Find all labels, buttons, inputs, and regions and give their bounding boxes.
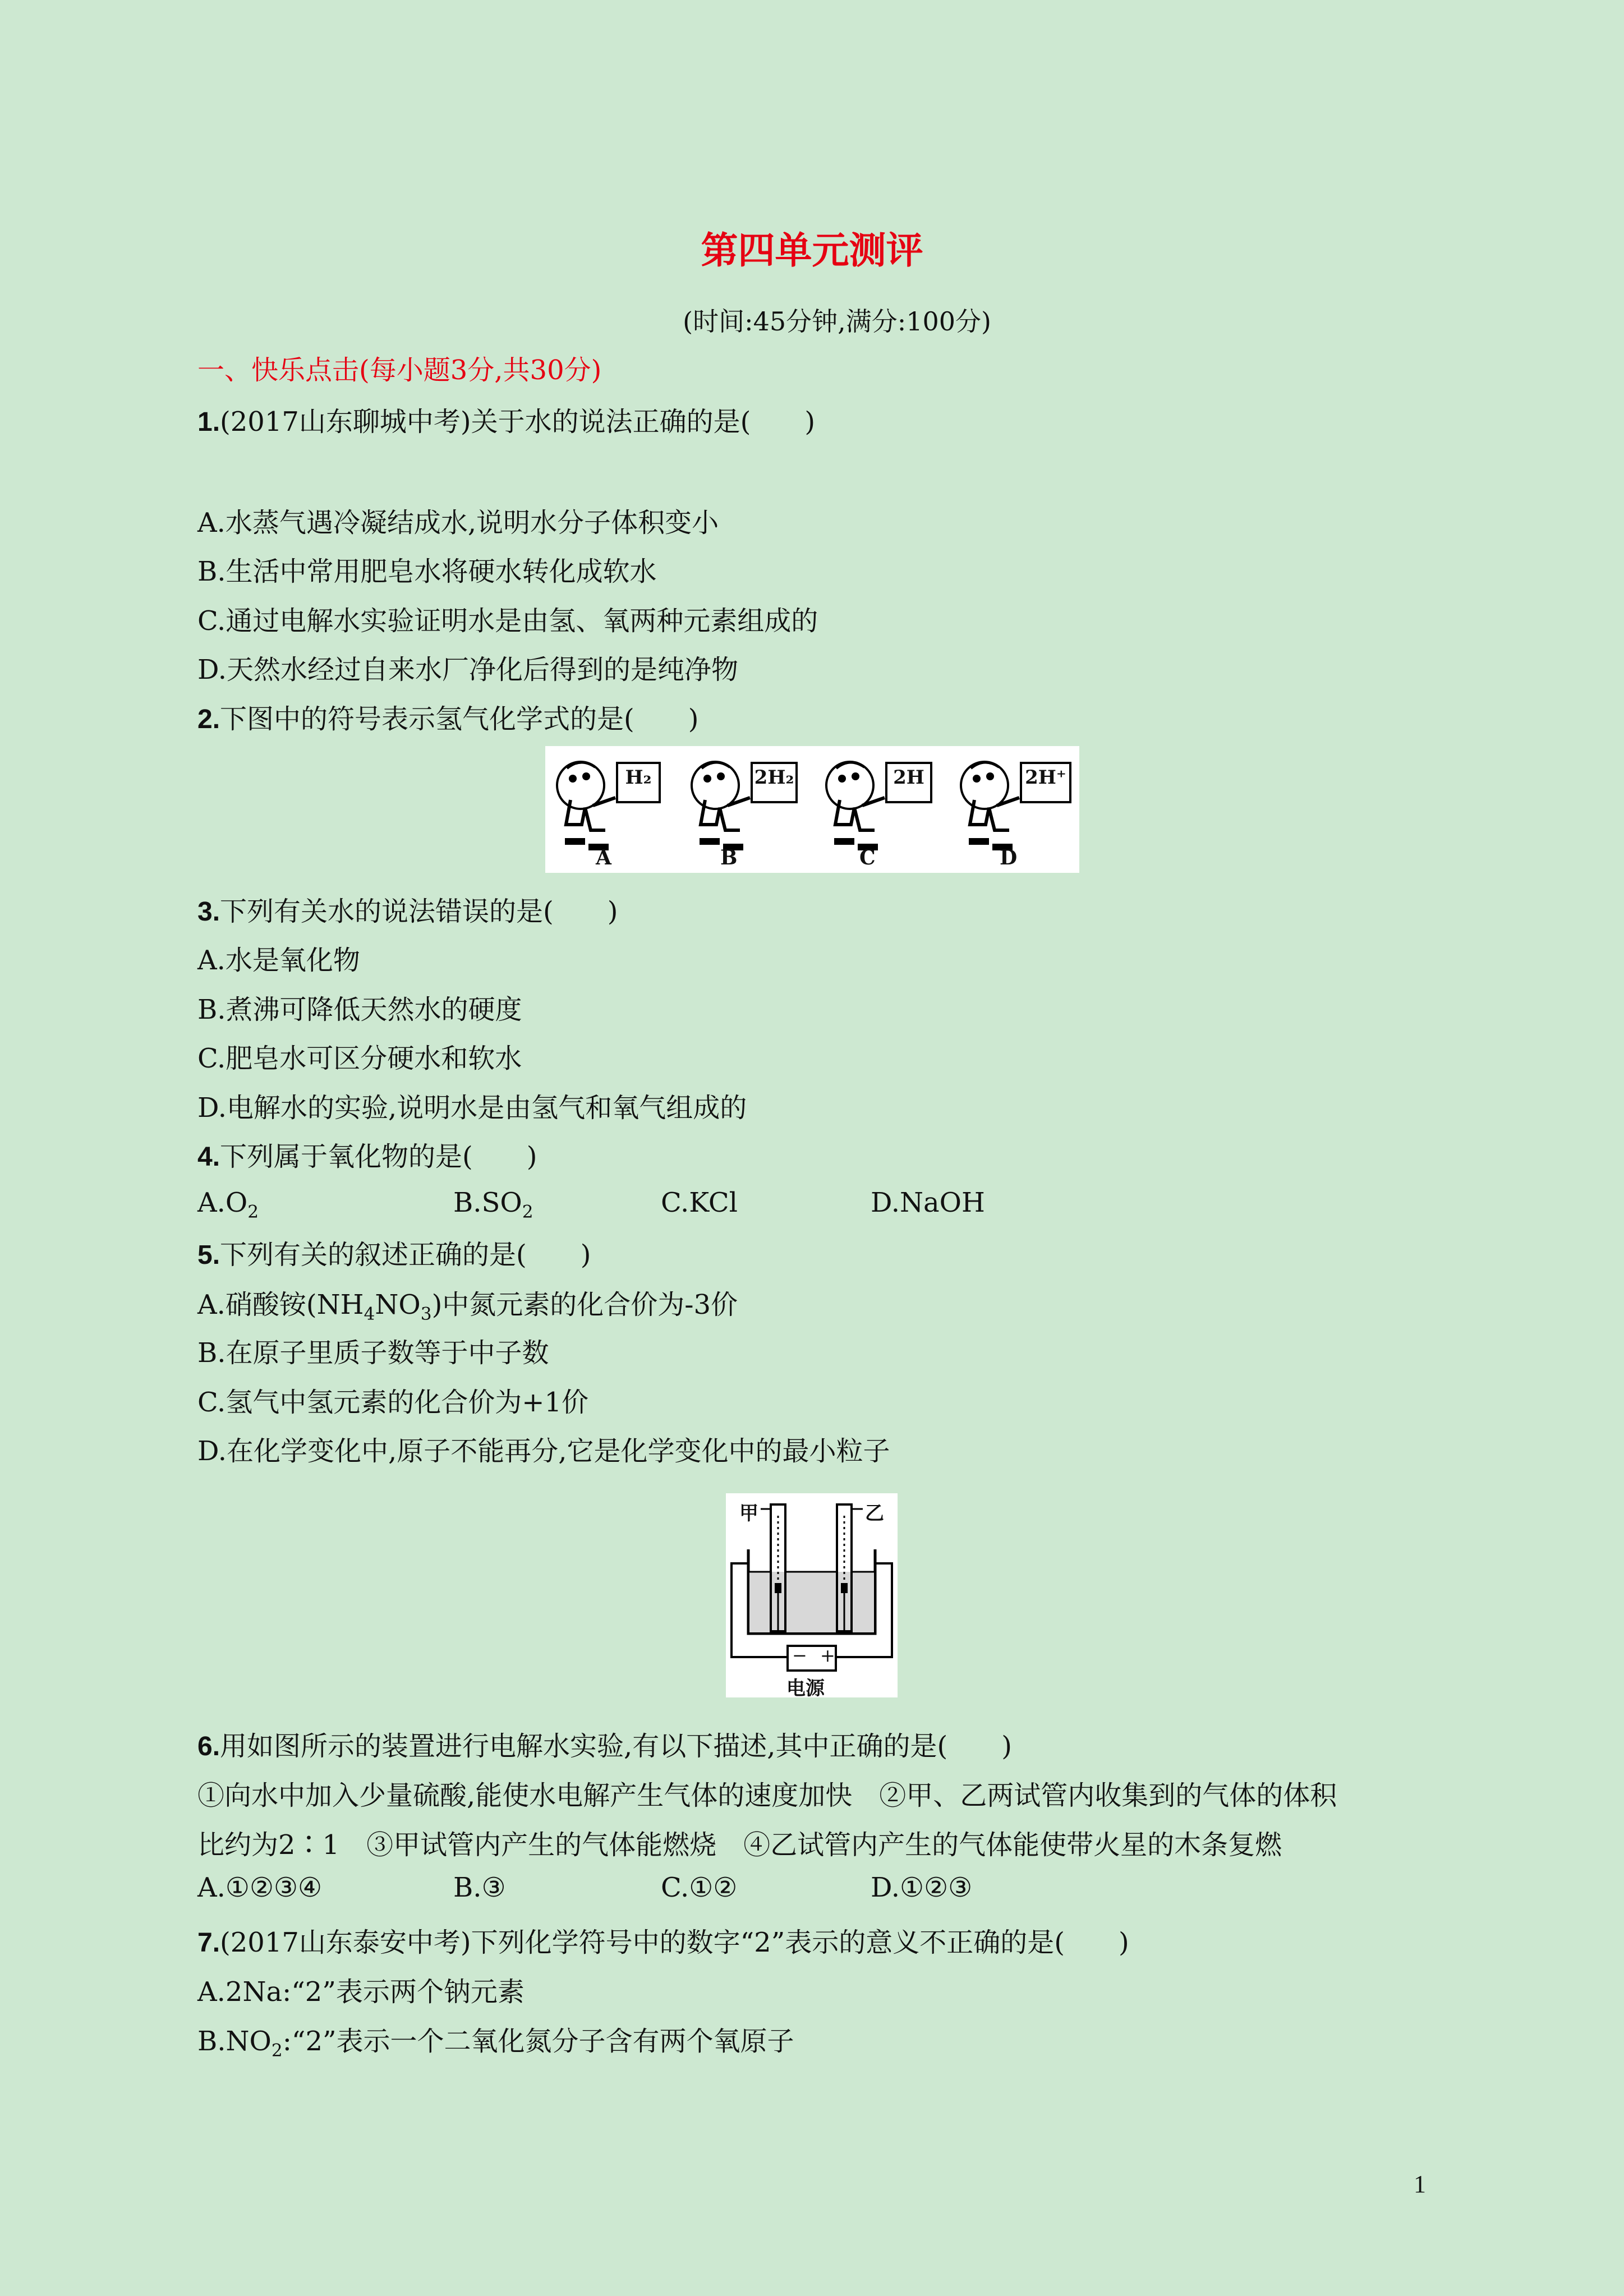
q4-option-c: [661, 1187, 738, 1218]
option-text: A.O: [197, 1187, 248, 1218]
q3-option-d: D.电解水的实验,说明水是由氢气和氧气组成的: [197, 1092, 747, 1124]
minus-terminal: −: [792, 1645, 807, 1666]
q7-option-b: [197, 2019, 794, 2061]
subscript: 4: [364, 1304, 375, 1324]
page-number: 1: [1414, 2170, 1426, 2198]
question-number: 7.: [197, 1928, 220, 1958]
question-number: 3.: [197, 897, 220, 927]
page-title: 第四单元测评: [701, 228, 923, 272]
subscript: 2: [271, 2040, 283, 2061]
section-heading: 一、快乐点击(每小题3分,共30分): [197, 355, 602, 386]
question-number: 4.: [197, 1142, 220, 1172]
option-text: B.SO: [453, 1187, 522, 1218]
question-stem: 用如图所示的装置进行电解水实验,有以下描述,其中正确的是( ): [220, 1731, 1013, 1762]
question-number: 6.: [197, 1732, 220, 1761]
question-stem: (2017山东泰安中考)下列化学符号中的数字“2”表示的意义不正确的是( ): [220, 1927, 1129, 1958]
subscript: 2: [247, 1202, 259, 1222]
option-text: A.硝酸铵(NH: [197, 1289, 364, 1320]
figure-label: B: [720, 846, 738, 869]
q1-option-b: B.生活中常用肥皂水将硬水转化成软水: [197, 556, 657, 587]
question-number: 5.: [197, 1240, 220, 1270]
q6-statements-line2: 比约为2∶1 ③甲试管内产生的气体能燃烧 ④乙试管内产生的气体能使带火星的木条复燃: [197, 1829, 1282, 1861]
q5-option-d: D.在化学变化中,原子不能再分,它是化学变化中的最小粒子: [197, 1435, 890, 1467]
question-6: [197, 1724, 1012, 1763]
option-text: B.NO: [197, 2026, 272, 2057]
q3-option-c: C.肥皂水可区分硬水和软水: [197, 1043, 522, 1074]
q1-option-d: D.天然水经过自来水厂净化后得到的是纯净物: [197, 654, 739, 685]
option-text: C.KCl: [661, 1187, 738, 1218]
question-stem: 下图中的符号表示氢气化学式的是( ): [220, 703, 699, 735]
question-2: [197, 697, 699, 736]
question-3: [197, 890, 618, 928]
question-7: [197, 1921, 1129, 1959]
subscript: 2: [522, 1202, 533, 1222]
symbol-text: H₂: [625, 766, 652, 789]
question-number: 1.: [197, 407, 220, 437]
q3-option-a: A.水是氧化物: [197, 945, 360, 976]
question-stem: (2017山东聊城中考)关于水的说法正确的是( ): [220, 406, 816, 438]
figure-label: A: [596, 846, 611, 869]
q6-statements-line1: ①向水中加入少量硫酸,能使水电解产生气体的速度加快 ②甲、乙两试管内收集到的气体的体积: [197, 1780, 1337, 1811]
power-supply-label: 电源: [786, 1677, 825, 1700]
cartoon-character: [961, 762, 1019, 847]
q6-option-b: B.③: [453, 1872, 506, 1903]
question-stem: 下列有关的叙述正确的是( ): [220, 1239, 591, 1271]
question-stem: 下列有关水的说法错误的是( ): [220, 896, 618, 927]
tube-label-jia: 甲: [739, 1502, 758, 1525]
q7-option-a: A.2Na:“2”表示两个钠元素: [197, 1976, 525, 2008]
q1-option-c: C.通过电解水实验证明水是由氢、氧两种元素组成的: [197, 605, 818, 637]
symbol-text: 2H: [893, 766, 924, 789]
q4-option-a: [197, 1187, 259, 1222]
question-5: [197, 1233, 591, 1272]
q5-option-a: [197, 1283, 738, 1324]
figure-label: C: [859, 846, 876, 869]
q1-option-a: A.水蒸气遇冷凝结成水,说明水分子体积变小: [197, 507, 719, 539]
option-text: NO: [375, 1289, 421, 1320]
q6-option-c: C.①②: [661, 1872, 738, 1903]
electrolysis-apparatus-figure: [726, 1493, 898, 1700]
option-text: :“2”表示一个二氧化氮分子含有两个氧原子: [282, 2026, 794, 2057]
cartoon-character: [692, 762, 750, 847]
option-text: D.NaOH: [871, 1187, 985, 1218]
tube-label-yi: 乙: [865, 1502, 884, 1525]
cartoon-character: [557, 762, 615, 847]
question-4: [197, 1135, 537, 1174]
exam-meta: (时间:45分钟,满分:100分): [683, 306, 991, 337]
q3-option-b: B.煮沸可降低天然水的硬度: [197, 994, 522, 1025]
q4-option-b: [453, 1187, 533, 1222]
symbol-text: 2H⁺: [1025, 766, 1066, 789]
q4-option-d: [871, 1187, 985, 1218]
q5-option-b: B.在原子里质子数等于中子数: [197, 1337, 549, 1369]
q5-option-c: C.氢气中氢元素的化合价为+1价: [197, 1387, 589, 1418]
option-text: )中氮元素的化合价为-3价: [431, 1289, 738, 1320]
figure-label: D: [1000, 846, 1018, 869]
cartoon-character: [826, 762, 885, 847]
question-1: [197, 400, 815, 439]
hydrogen-symbols-figure: [545, 746, 1079, 873]
question-number: 2.: [197, 705, 220, 734]
symbol-text: 2H₂: [754, 766, 794, 789]
question-stem: 下列属于氧化物的是( ): [220, 1141, 537, 1172]
q6-option-a: A.①②③④: [197, 1872, 323, 1903]
q6-option-d: D.①②③: [871, 1872, 973, 1903]
subscript: 3: [420, 1304, 432, 1324]
plus-terminal: +: [820, 1645, 835, 1666]
